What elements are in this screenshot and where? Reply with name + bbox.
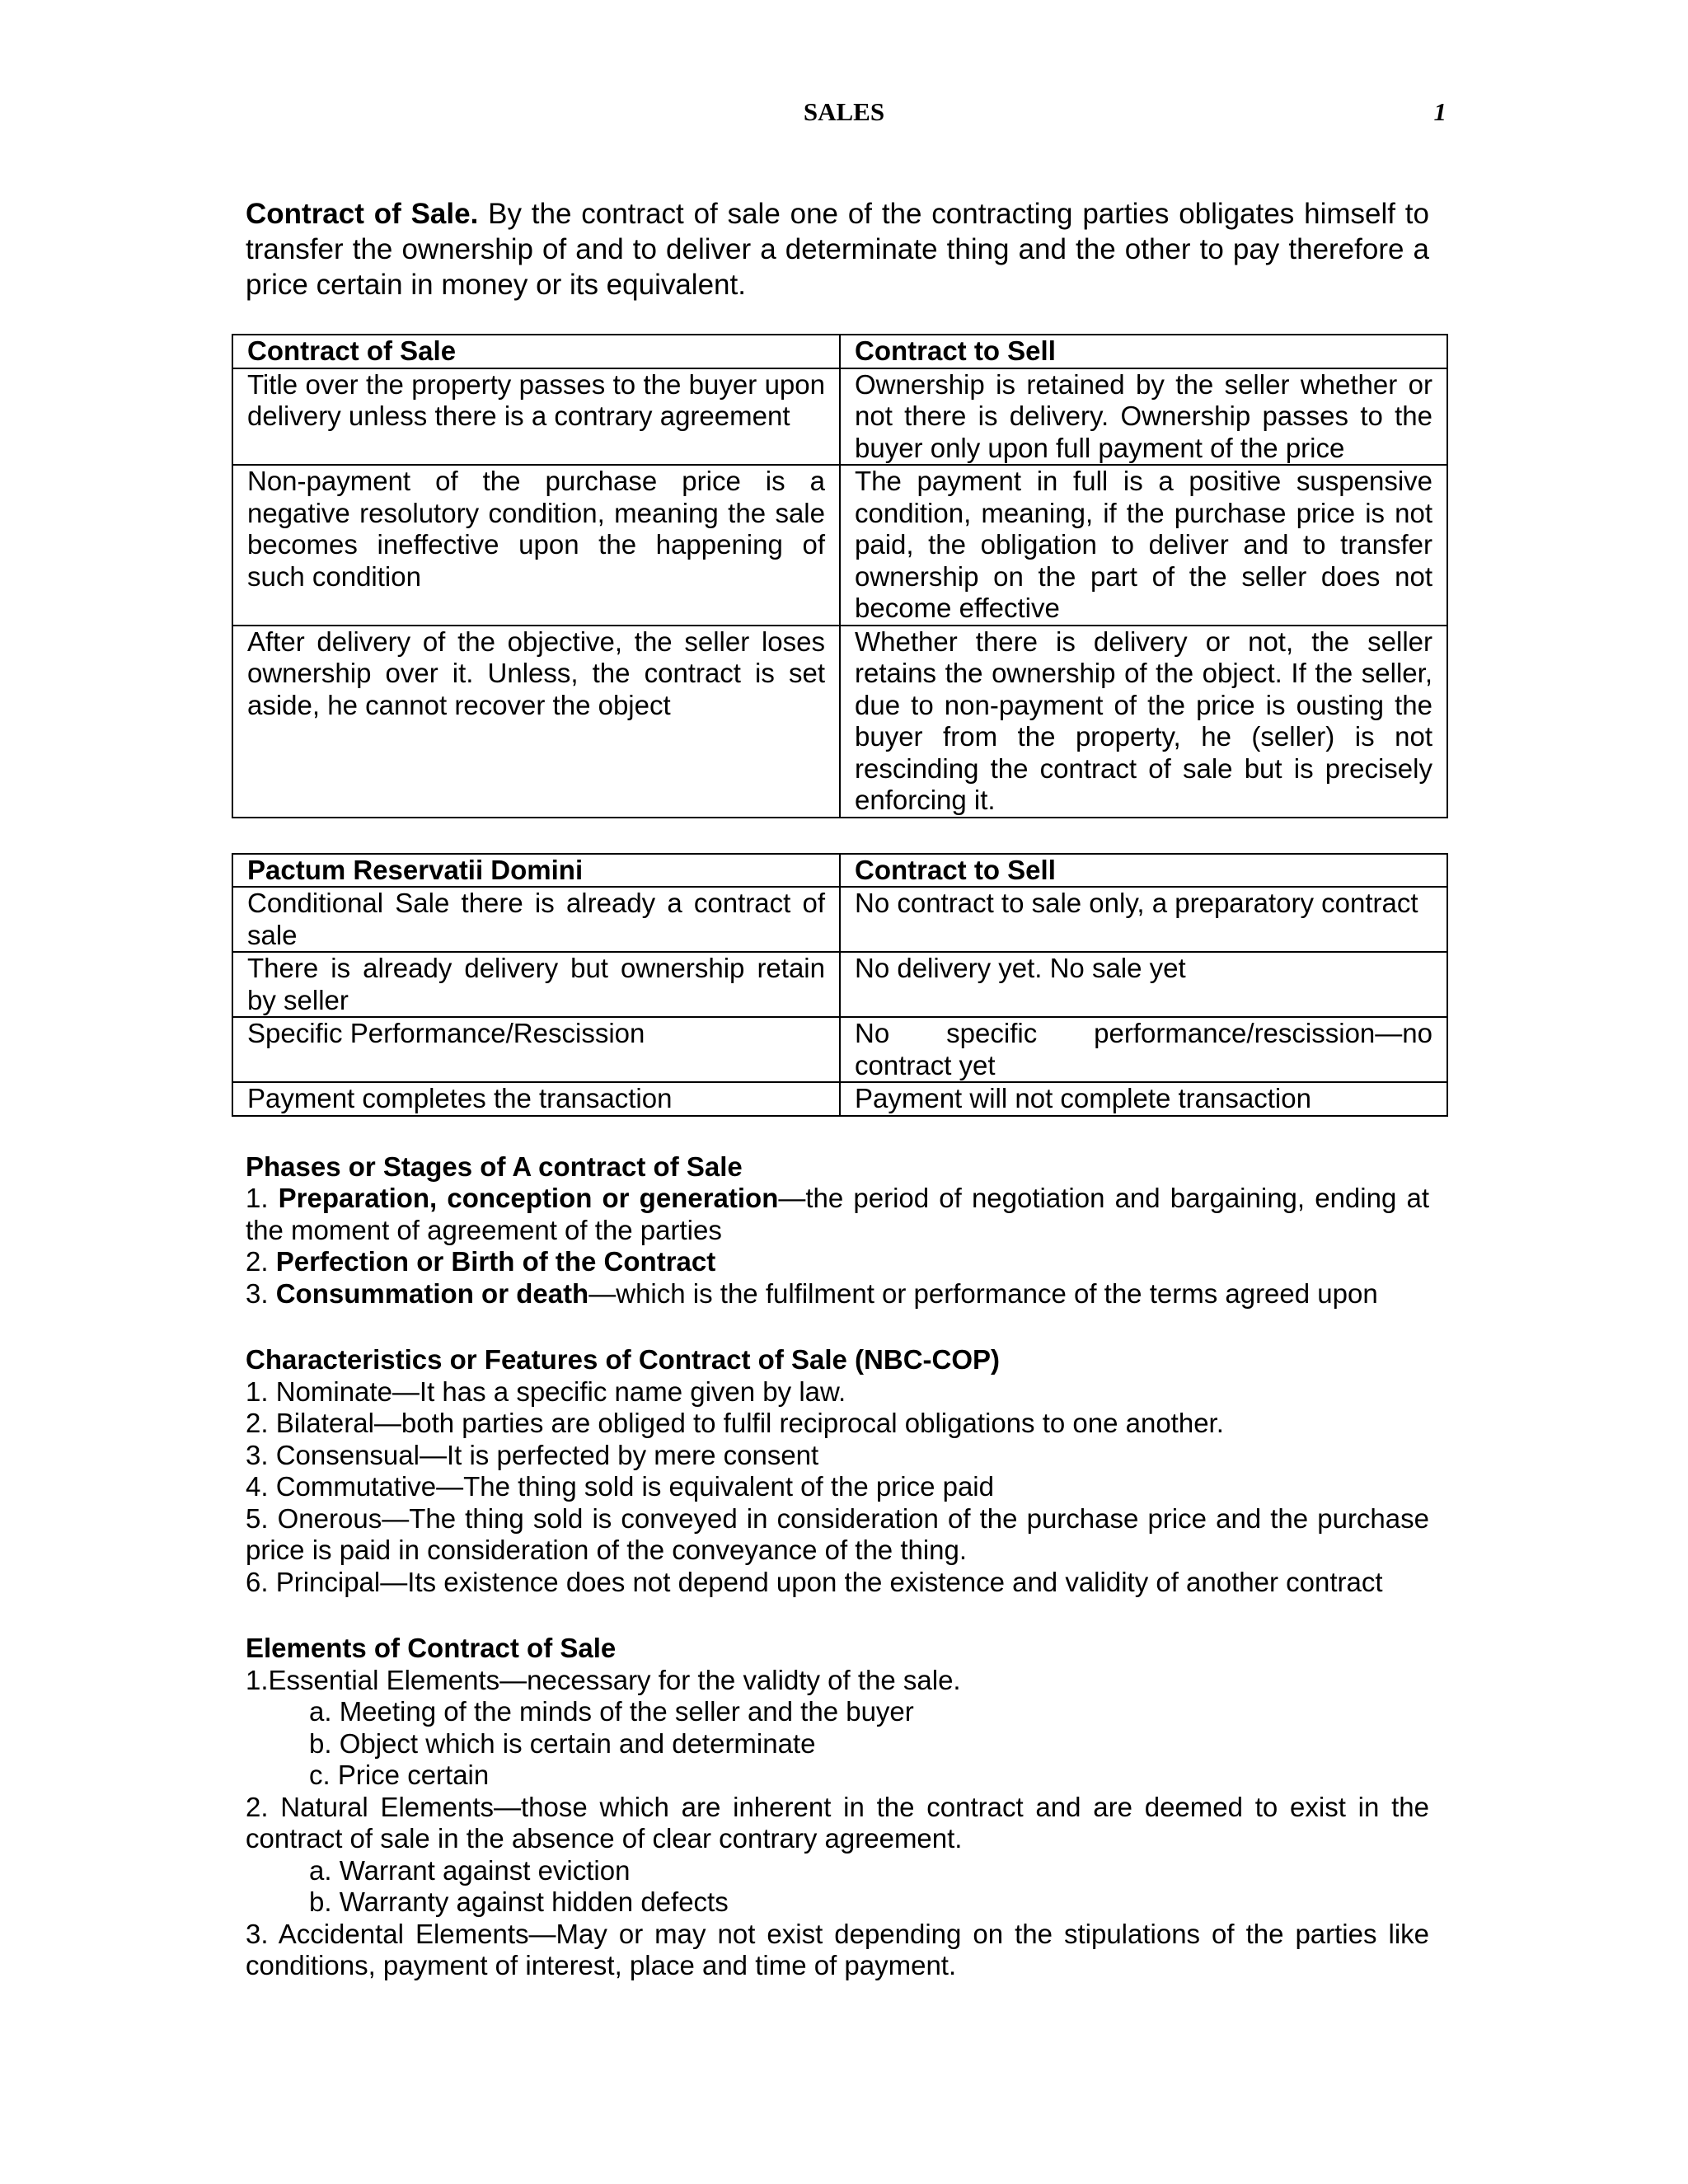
intro-text: By the contract of sale one of the contracting parties obligates himself to transfer the ownership of and to deliver a determinate thing and the other to pay therefore a price certain in money or its equivalent. xyxy=(246,198,1429,301)
list-item: 1. Nominate—It has a specific name given by law. xyxy=(246,1376,846,1407)
table-cell: Non-payment of the purchase price is a negative resolutory condition, meaning the sale becomes ineffective upon the happening of such condition xyxy=(232,465,840,626)
sub-list-item: b. Object which is certain and determinate xyxy=(309,1727,816,1759)
table-row xyxy=(232,465,1447,626)
running-title: SALES xyxy=(803,97,885,126)
list-item: 2. Perfection or Birth of the Contract xyxy=(246,1246,716,1277)
page-header xyxy=(0,97,1688,134)
table-cell: No specific performance/rescission—no contract yet xyxy=(840,1017,1447,1082)
table-cell: Conditional Sale there is already a contract of sale xyxy=(232,887,840,952)
list-item: 1.Essential Elements—necessary for the validty of the sale. xyxy=(246,1664,961,1695)
sub-list-item: a. Warrant against eviction xyxy=(309,1854,631,1886)
table-row xyxy=(232,887,1447,952)
intro-paragraph xyxy=(246,196,1429,302)
characteristics-section xyxy=(246,1344,1429,1598)
phases-section xyxy=(246,1151,1429,1310)
list-item: 2. Bilateral—both parties are obliged to fulfil reciprocal obligations to one another. xyxy=(246,1408,1224,1438)
table-cell: No contract to sale only, a preparatory contract xyxy=(840,887,1447,952)
list-item: 6. Principal—Its existence does not depend upon the existence and validity of another contract xyxy=(246,1566,1383,1597)
page-content xyxy=(246,196,1432,1982)
intro-term: Contract of Sale. xyxy=(246,198,479,230)
sub-list-item: c. Price certain xyxy=(309,1760,490,1790)
page-number: 1 xyxy=(1433,97,1447,126)
table-cell: The payment in full is a positive suspensive condition, meaning, if the purchase price is not paid, the obligation to deliver and to transfer ownership on the part of the seller does not become effective xyxy=(840,465,1447,626)
table-cell: Whether there is delivery or not, the seller retains the ownership of the object. If the seller, due to non-payment of the price is ousting the buyer from the property, he (seller) is not rescinding the contract of sale but is precisely enforcing it. xyxy=(840,626,1447,818)
list-item: 5. Onerous—The thing sold is conveyed in consideration of the purchase price and the purchase price is paid in consideration of the conveyance of the thing. xyxy=(246,1502,1429,1565)
table-header-cell: Contract to Sell xyxy=(840,854,1447,888)
list-item: 2. Natural Elements—those which are inherent in the contract and are deemed to exist in the contract of sale in the absence of clear contrary agreement. xyxy=(246,1791,1429,1854)
list-item: 3. Consensual—It is perfected by mere consent xyxy=(246,1439,819,1470)
table-cell: Payment will not complete transaction xyxy=(840,1082,1447,1116)
table-cell: Ownership is retained by the seller whether or not there is delivery. Ownership passes to the buyer only upon full payment of the price xyxy=(840,368,1447,466)
list-item: 4. Commutative—The thing sold is equivalent of the price paid xyxy=(246,1471,994,1502)
table-cell: No delivery yet. No sale yet xyxy=(840,952,1447,1017)
table-header-cell: Contract to Sell xyxy=(840,335,1447,368)
sub-list-item: a. Meeting of the minds of the seller and the buyer xyxy=(309,1696,914,1727)
list-item: 3. Consummation or death—which is the fulfilment or performance of the terms agreed upon xyxy=(246,1277,1378,1309)
table-cell: There is already delivery but ownership retain by seller xyxy=(232,952,840,1017)
pactum-vs-sell-table xyxy=(232,853,1448,1117)
section-heading: Elements of Contract of Sale xyxy=(246,1633,617,1663)
section-heading: Phases or Stages of A contract of Sale xyxy=(246,1151,743,1182)
sale-vs-sell-table xyxy=(232,334,1448,818)
table-row xyxy=(232,1082,1447,1116)
sub-list-item: b. Warranty against hidden defects xyxy=(309,1886,729,1917)
table-row xyxy=(232,368,1447,466)
table-header-row xyxy=(232,854,1447,888)
table-cell: Specific Performance/Rescission xyxy=(232,1017,840,1082)
table-cell: Payment completes the transaction xyxy=(232,1082,840,1116)
table-header-cell: Contract of Sale xyxy=(232,335,840,368)
table-cell: Title over the property passes to the buyer upon delivery unless there is a contrary agreement xyxy=(232,368,840,466)
list-item: 1. Preparation, conception or generation—the period of negotiation and bargaining, ending at the moment of agreement of the parties xyxy=(246,1183,1429,1245)
table-header-row xyxy=(232,335,1447,368)
section-heading: Characteristics or Features of Contract of Sale (NBC-COP) xyxy=(246,1344,1001,1375)
table-row xyxy=(232,626,1447,818)
table-row xyxy=(232,1017,1447,1082)
list-item: 3. Accidental Elements—May or may not exist depending on the stipulations of the parties like conditions, payment of interest, place and time of payment. xyxy=(246,1918,1429,1980)
table-row xyxy=(232,952,1447,1017)
table-cell: After delivery of the objective, the seller loses ownership over it. Unless, the contract is set aside, he cannot recover the object xyxy=(232,626,840,818)
table-header-cell: Pactum Reservatii Domini xyxy=(232,854,840,888)
elements-section xyxy=(246,1633,1429,1982)
